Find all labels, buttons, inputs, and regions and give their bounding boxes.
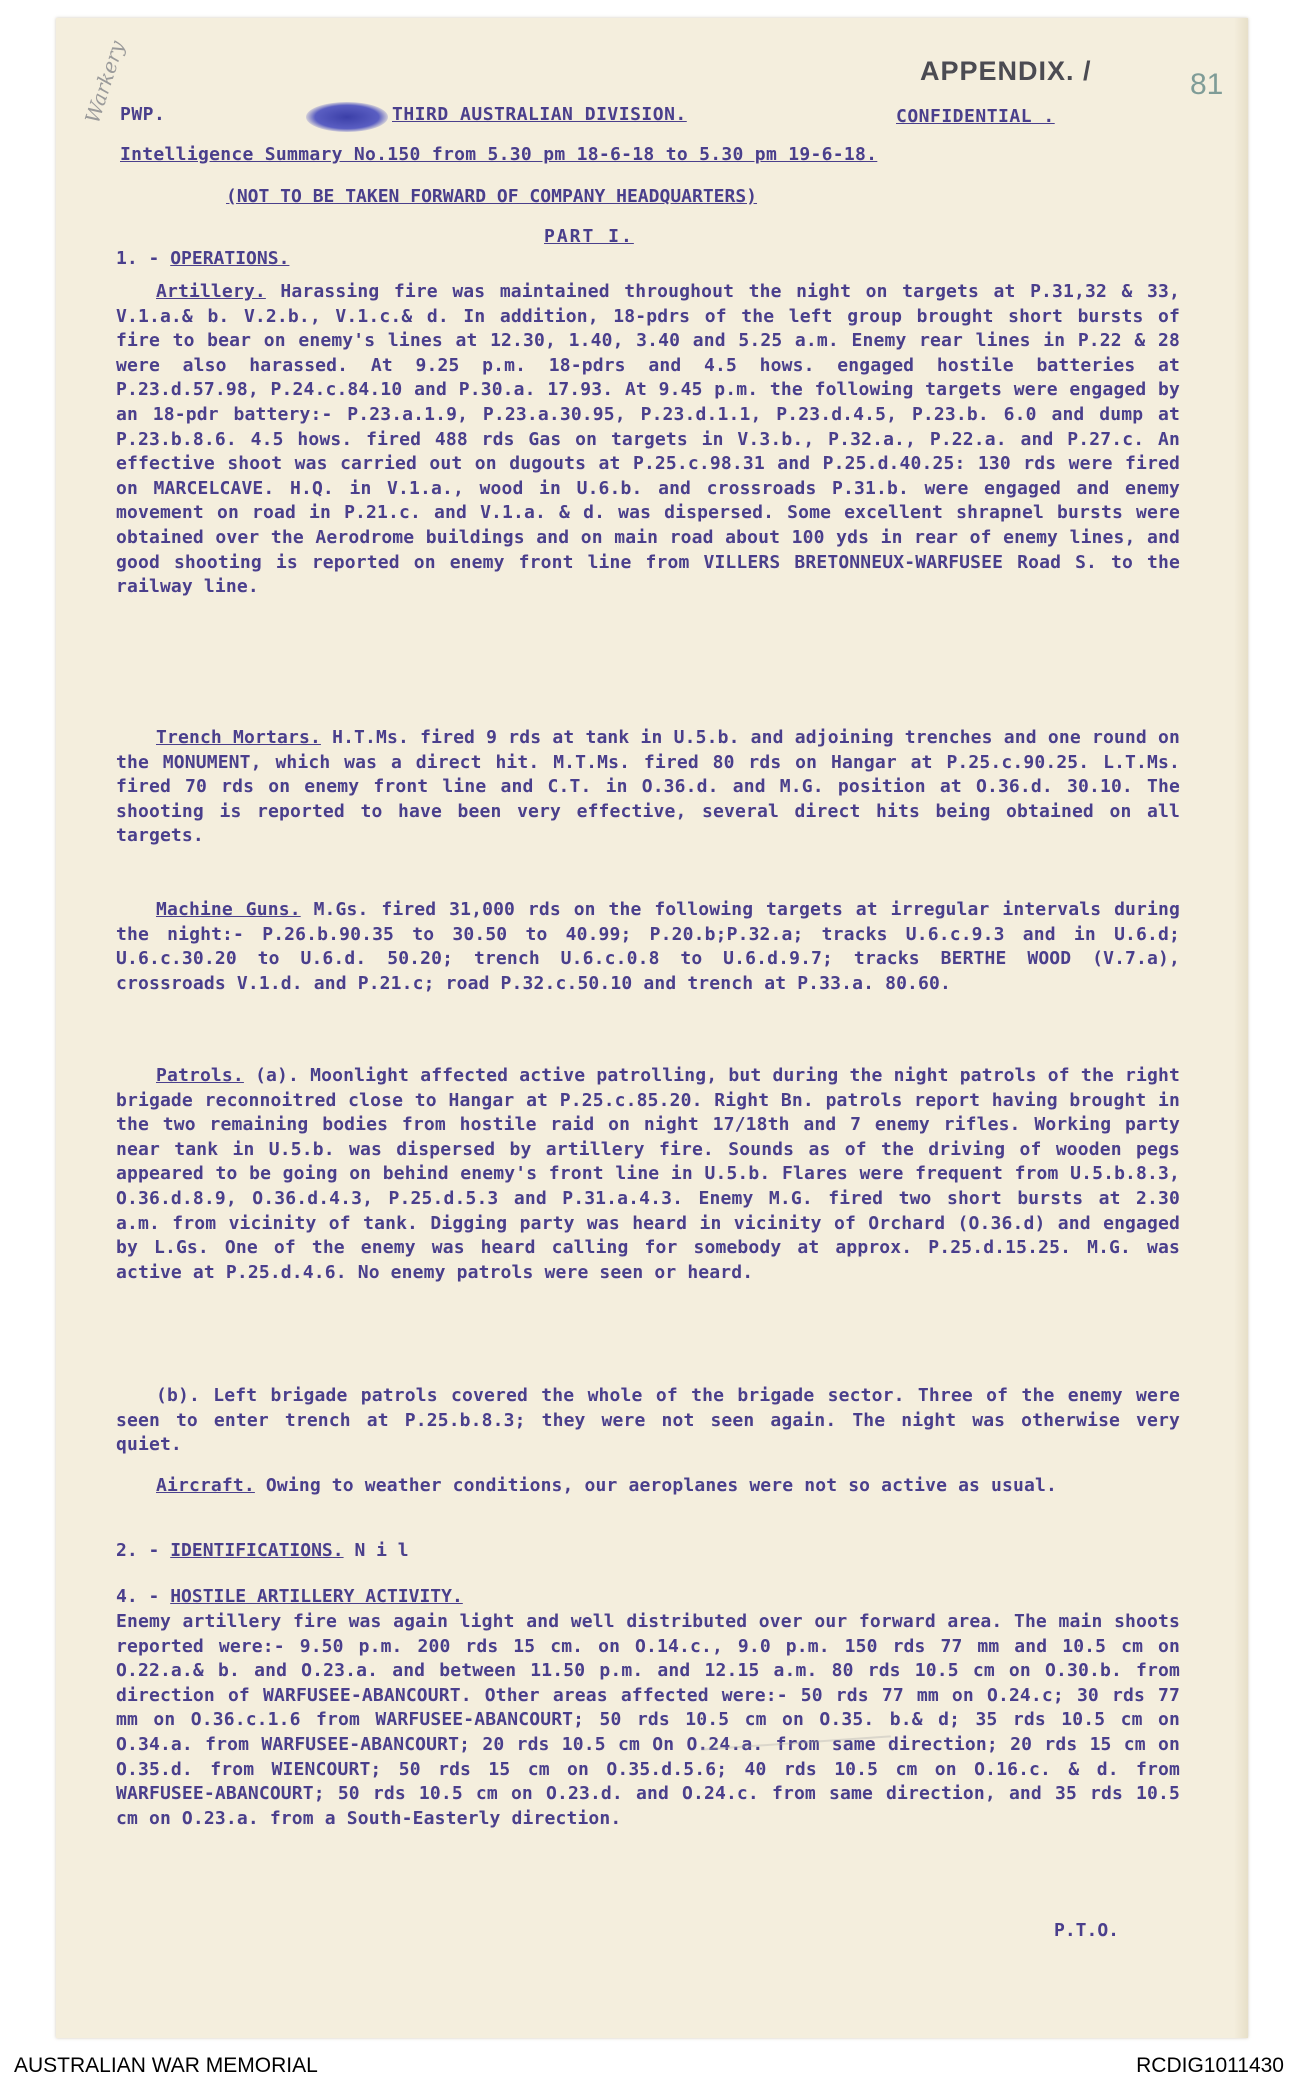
confidential-label: CONFIDENTIAL . bbox=[896, 106, 1055, 127]
pencil-annotation: Warkery bbox=[79, 37, 130, 127]
page-edge-shading bbox=[1234, 18, 1248, 2038]
section-value: N i l bbox=[354, 1540, 409, 1561]
section-title: IDENTIFICATIONS. bbox=[170, 1540, 344, 1561]
paragraph-lead: Artillery. bbox=[156, 281, 266, 302]
division-title: THIRD AUSTRALIAN DIVISION. bbox=[392, 104, 687, 125]
paragraph-hostile-artillery bbox=[116, 1610, 1180, 1831]
ink-blot-redaction bbox=[306, 102, 388, 132]
pwp-label: PWP. bbox=[120, 104, 166, 125]
paragraph-lead: Aircraft. bbox=[156, 1475, 255, 1496]
folio-number: 81 bbox=[1190, 68, 1224, 101]
section-title: HOSTILE ARTILLERY ACTIVITY. bbox=[170, 1586, 463, 1607]
paragraph-text: Owing to weather conditions, our aeroplanes were not so active as usual. bbox=[265, 1475, 1057, 1496]
paragraph-lead: Machine Guns. bbox=[156, 899, 301, 920]
section-number: 1. - bbox=[116, 248, 160, 269]
section-title: OPERATIONS. bbox=[170, 248, 290, 269]
section-hostile-artillery-heading bbox=[116, 1586, 463, 1607]
paragraph-patrols-a bbox=[116, 1064, 1180, 1285]
paragraph-patrols-b bbox=[116, 1384, 1180, 1458]
paragraph-text: (b). Left brigade patrols covered the whole of the brigade sector. Three of the enemy were seen to enter trench at P.25.b.8.3; they were not seen again. The night was otherwise very quiet. bbox=[116, 1385, 1180, 1456]
summary-title: Intelligence Summary No.150 from 5.30 pm 18-6-18 to 5.30 pm 19-6-18. bbox=[120, 144, 878, 165]
appendix-stamp: APPENDIX. / bbox=[920, 56, 1092, 86]
pto-mark: P.T.O. bbox=[1054, 1920, 1120, 1941]
catalogue-id: RCDIG1011430 bbox=[1136, 2054, 1284, 2077]
paragraph-lead: Patrols. bbox=[156, 1065, 244, 1086]
paragraph-lead: Trench Mortars. bbox=[156, 727, 321, 748]
section-number: 2. - bbox=[116, 1540, 160, 1561]
paragraph-text: M.Gs. fired 31,000 rds on the following targets at irregular intervals during the night:- P.26.b.90.35 to 30.50 to 40.99; P.20.b;P.32.a; tracks U.6.c.9.3 and in U.6.d; U.6.c.30.20 to U.6.d. 50.20; trench U.6.c.0.8 to U.6.d.9.7; tracks BERTHE WOOD (V.7.a), crossroads V.1.d. and P.21.c; road P.32.c.50.10 and trench at P.33.a. 80.60. bbox=[116, 899, 1180, 994]
paragraph-machine-guns bbox=[116, 898, 1180, 996]
archive-credit: AUSTRALIAN WAR MEMORIAL bbox=[14, 2054, 318, 2077]
part-heading: PART I. bbox=[544, 226, 634, 247]
paragraph-trench-mortars bbox=[116, 726, 1180, 849]
paragraph-aircraft bbox=[116, 1474, 1180, 1499]
paragraph-text: (a). Moonlight affected active patrolling, but during the night patrols of the right brigade reconnoitred close to Hangar at P.25.c.85.20. Right Bn. patrols report having brought in the two remaining bodies from hostile raid on night 17/18th and 7 enemy rifles. Working party near tank in U.5.b. was dispersed by artillery fire. Sounds as of the driving of wooden pegs appeared to be going on behind enemy's front line in U.5.b. Flares were frequent from U.5.b.8.3, O.36.d.8.9, O.36.d.4.3, P.25.d.5.3 and P.31.a.4.3. Enemy M.G. fired two short bursts at 2.30 a.m. from vicinity of tank. Digging party was heard in vicinity of Orchard (O.36.d) and engaged by L.Gs. One of the enemy was heard calling for somebody at approx. P.25.d.15.25. M.G. was active at P.25.d.4.6. No enemy patrols were seen or heard. bbox=[116, 1065, 1180, 1283]
paragraph-text: H.T.Ms. fired 9 rds at tank in U.5.b. and adjoining trenches and one round on the MONUMENT, which was a direct hit. M.T.Ms. fired 80 rds on Hangar at P.25.c.90.25. L.T.Ms. fired 70 rds on enemy front line and C.T. in O.36.d. and M.G. position at O.36.d. 30.10. The shooting is reported to have been very effective, several direct hits being obtained on all targets. bbox=[116, 727, 1180, 847]
section-number: 4. - bbox=[116, 1586, 160, 1607]
section-operations-heading bbox=[116, 248, 289, 269]
section-identifications-heading bbox=[116, 1540, 409, 1561]
paragraph-text: Harassing fire was maintained throughout the night on targets at P.31,32 & 33, V.1.a.& b. V.2.b., V.1.c.& d. In addition, 18-pdrs of the left group brought short bursts of fire to bear on enemy's lines at 12.30, 1.40, 3.40 and 5.25 a.m. Enemy rear lines in P.22 & 28 were also harassed. At 9.25 p.m. 18-pdrs and 4.5 hows. engaged hostile batteries at P.23.d.57.98, P.24.c.84.10 and P.30.a. 17.93. At 9.45 p.m. the following targets were engaged by an 18-pdr battery:- P.23.a.1.9, P.23.a.30.95, P.23.d.1.1, P.23.d.4.5, P.23.b. 6.0 and dump at P.23.b.8.6. 4.5 hows. fired 488 rds Gas on targets in V.3.b., P.32.a., P.22.a. and P.27.c. An effective shoot was carried out on dugouts at P.25.c.98.31 and P.25.d.40.25: 130 rds were fired on MARCELCAVE. H.Q. in V.1.a., wood in U.6.b. and crossroads P.31.b. were engaged and enemy movement on road in P.21.c. and V.1.a. & d. was dispersed. Some excellent shrapnel bursts were obtained over the Aerodrome buildings and on main road about 100 yds in rear of enemy lines, and good shooting is reported on enemy front line from VILLERS BRETONNEUX-WARFUSEE Road S. to the railway line. bbox=[116, 281, 1180, 598]
paragraph-artillery bbox=[116, 280, 1180, 600]
distribution-notice: (NOT TO BE TAKEN FORWARD OF COMPANY HEADQUARTERS) bbox=[226, 186, 758, 207]
paragraph-text: Enemy artillery fire was again light and well distributed over our forward area. The main shoots reported were:- 9.50 p.m. 200 rds 15 cm. on O.14.c., 9.0 p.m. 150 rds 77 mm and 10.5 cm on O.22.a.& b. and O.23.a. and between 11.50 p.m. and 12.15 a.m. 80 rds 10.5 cm on O.30.b. from direction of WARFUSEE-ABANCOURT. Other areas affected were:- 50 rds 77 mm on O.24.c; 30 rds 77 mm on O.36.c.1.6 from WARFUSEE-ABANCOURT; 50 rds 10.5 cm on O.35. b.& d; 35 rds 10.5 cm on O.34.a. from WARFUSEE-ABANCOURT; 20 rds 10.5 cm On O.24.a. from same direction; 20 rds 15 cm on O.35.d. from WIENCOURT; 50 rds 15 cm on O.35.d.5.6; 40 rds 10.5 cm on O.16.c. & d. from WARFUSEE-ABANCOURT; 50 rds 10.5 cm on O.23.d. and O.24.c. from same direction, and 35 rds 10.5 cm on O.23.a. from a South-Easterly direction. bbox=[116, 1611, 1180, 1829]
